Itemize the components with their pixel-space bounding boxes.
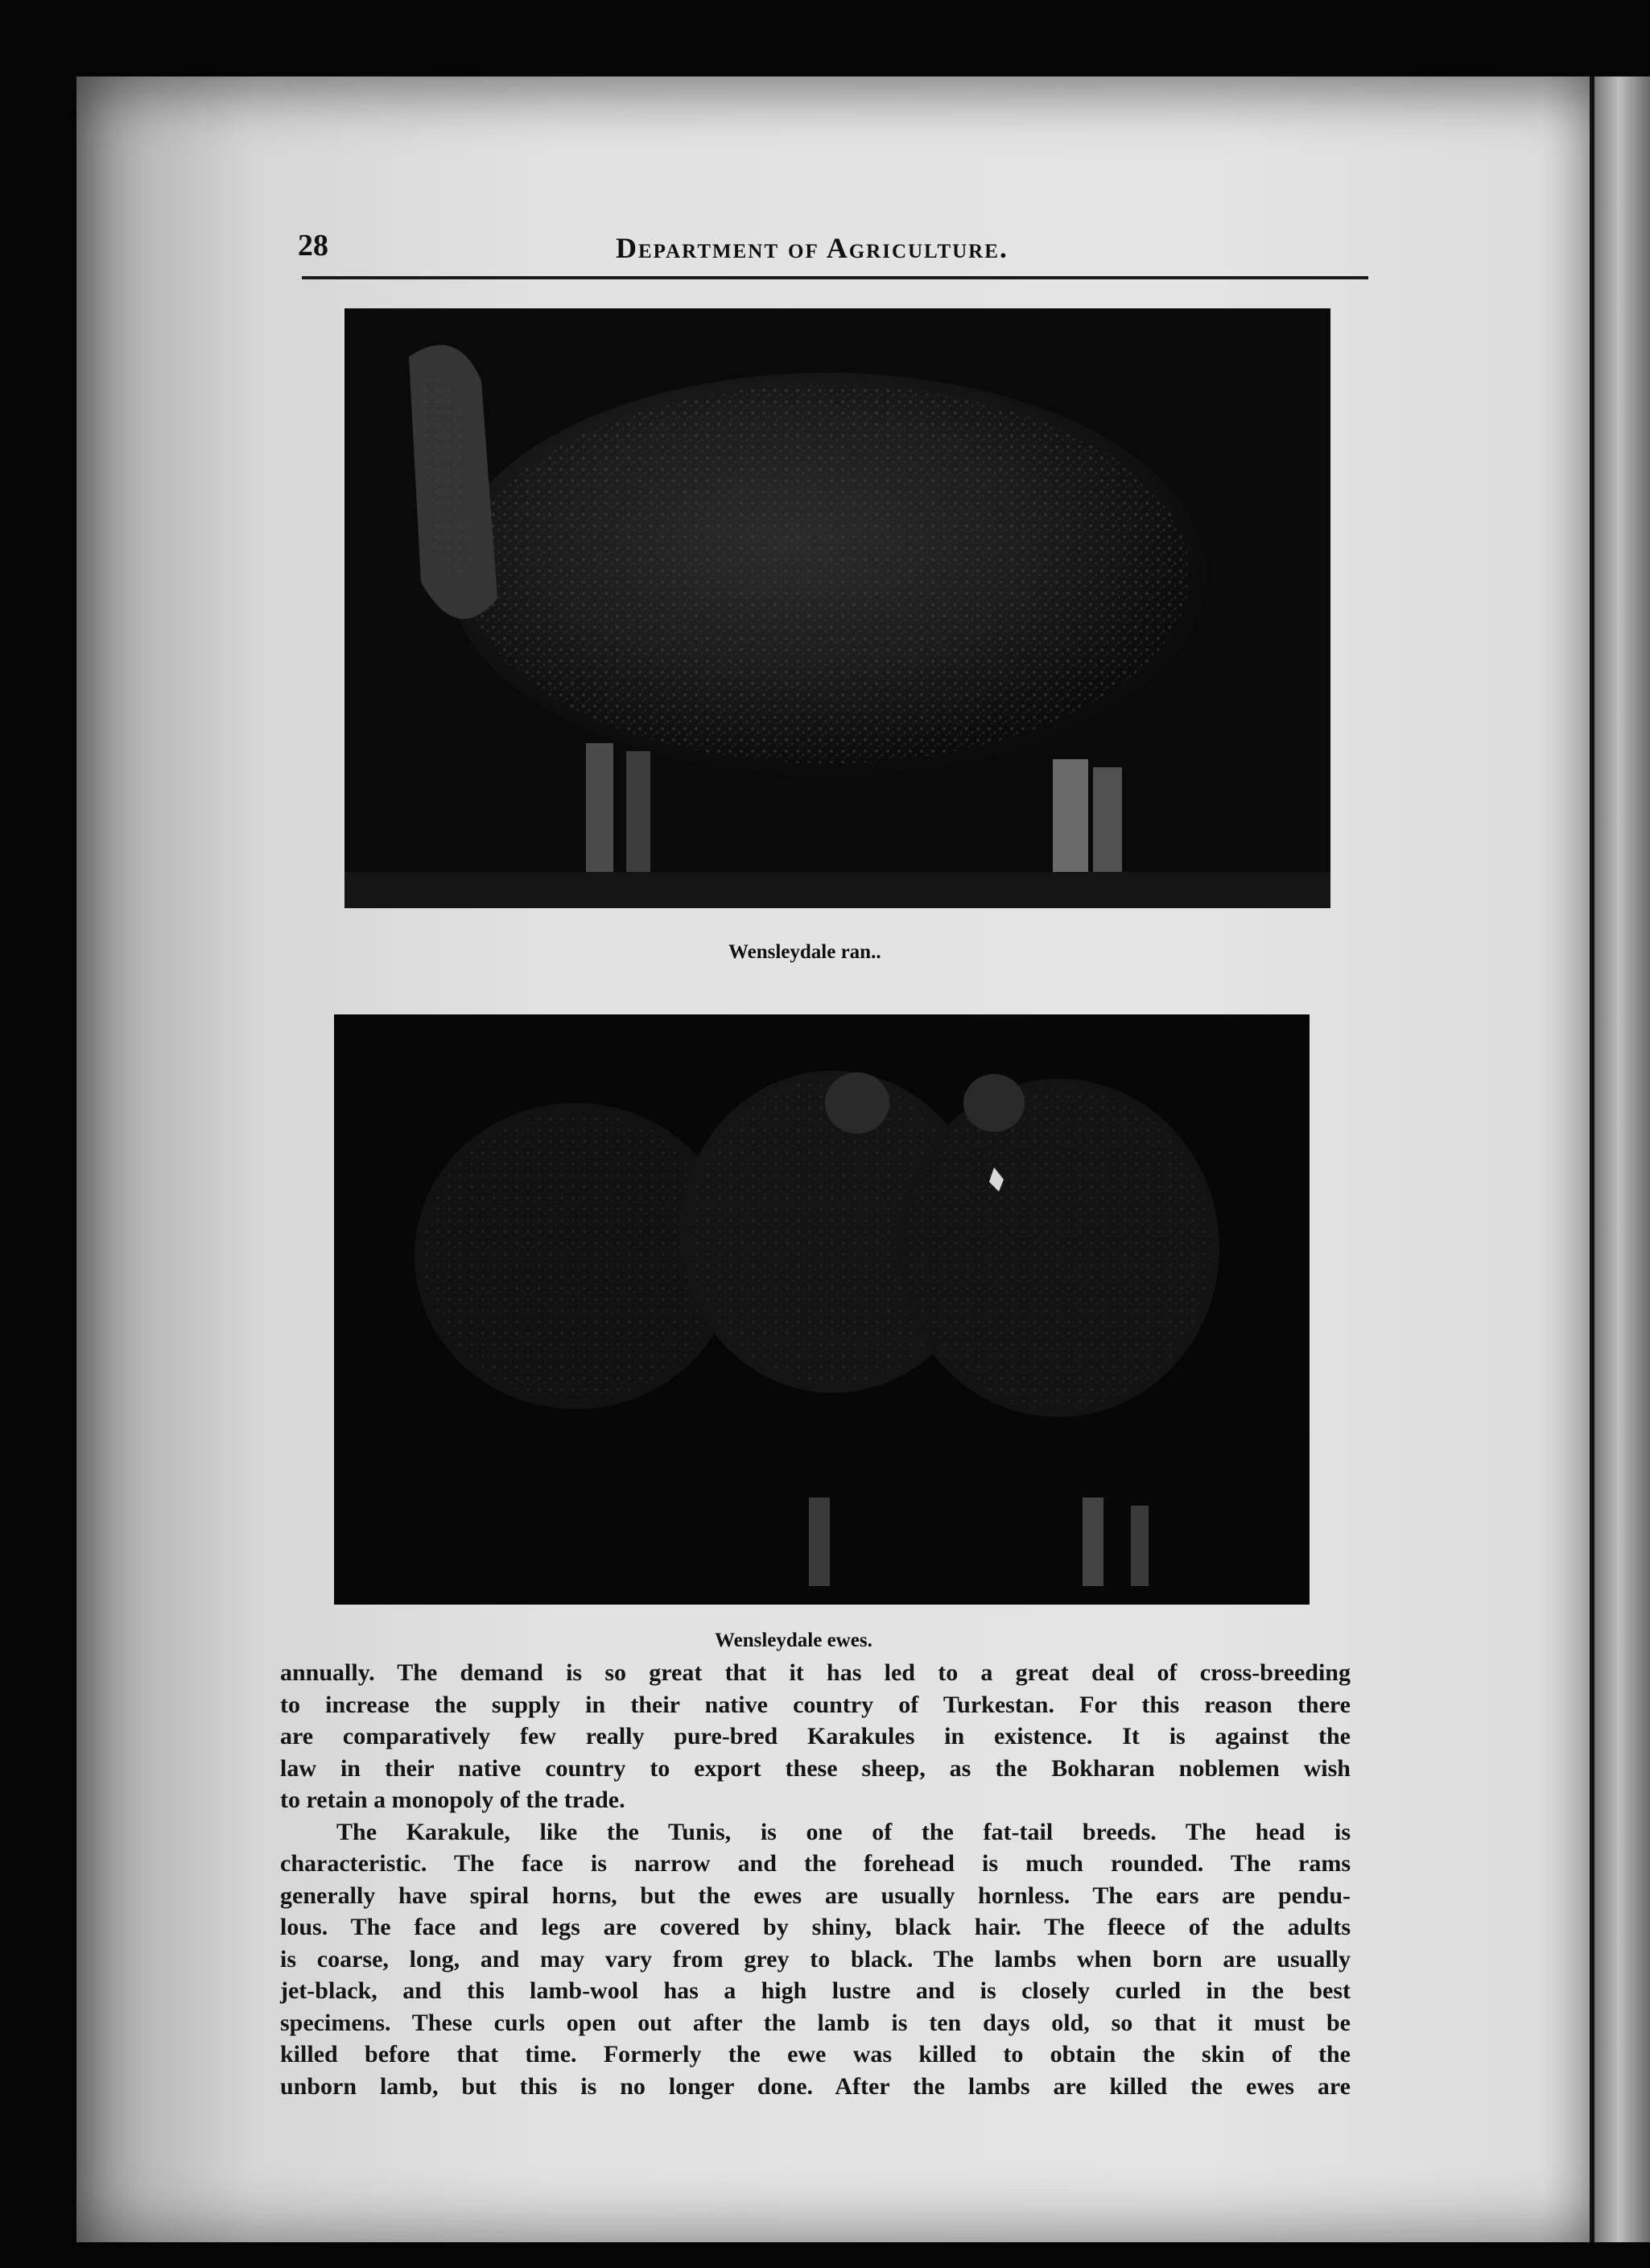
facing-page-edge	[1594, 76, 1650, 2242]
text-line: to increase the supply in their native country of Turkestan. For this reason there	[280, 1691, 1351, 1718]
text-line: jet-black, and this lamb-wool has a high lustre and is closely curled in the best	[280, 1977, 1351, 2004]
page-number: 28	[298, 229, 328, 262]
text-line: annually. The demand is so great that it has led to a great deal of cross-breeding	[280, 1659, 1351, 1686]
page-header	[298, 228, 1372, 268]
text-line: to retain a monopoly of the trade.	[280, 1787, 625, 1813]
text-line: law in their native country to export these sheep, as the Bokharan noblemen wish	[280, 1754, 1351, 1782]
ewes-photo-image	[334, 1014, 1310, 1605]
text-line: characteristic. The face is narrow and the forehead is much rounded. The rams	[280, 1850, 1351, 1877]
text-line: lous. The face and legs are covered by shiny, black hair. The fleece of the adults	[280, 1914, 1351, 1940]
header-rule	[302, 276, 1368, 279]
text-line: are comparatively few really pure-bred Karakules in existence. It is against the	[280, 1723, 1351, 1750]
running-head: Department of Agriculture.	[616, 232, 1009, 264]
text-line: is coarse, long, and may vary from grey to black. The lambs when born are usually	[280, 1945, 1351, 1973]
text-line: unborn lamb, but this is no longer done. After the lambs are killed the ewes are	[280, 2072, 1351, 2100]
ram-photo-image	[344, 308, 1330, 908]
text-line: generally have spiral horns, but the ewes are usually hornless. The ears are pendu-	[280, 1882, 1351, 1909]
text-line: The Karakule, like the Tunis, is one of the fat-tail breeds. The head is	[336, 1818, 1351, 1845]
ewes-caption: Wensleydale ewes.	[715, 1630, 872, 1651]
ram-caption: Wensleydale ran..	[728, 941, 881, 963]
text-line: specimens. These curls open out after the lamb is ten days old, so that it must be	[280, 2009, 1351, 2036]
text-line: killed before that time. Formerly the ewe was killed to obtain the skin of the	[280, 2041, 1351, 2068]
wensleydale-ewes-photo	[334, 1014, 1310, 1605]
body-text	[280, 1657, 1351, 2102]
wensleydale-ram-photo	[344, 308, 1330, 908]
